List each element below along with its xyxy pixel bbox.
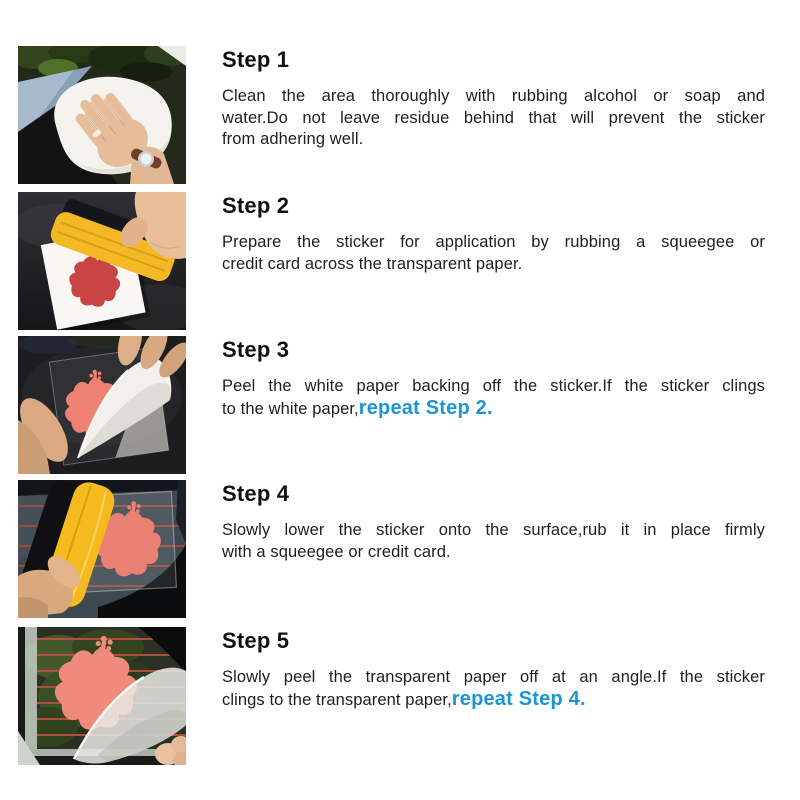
step-row-1 (0, 46, 800, 191)
step5-photo (18, 627, 186, 765)
body-line: Prepare the sticker for application by rubbing a squeegee or (222, 233, 765, 251)
step1-copy (222, 47, 765, 151)
step-row-5 (0, 627, 800, 772)
step-row-4 (0, 480, 800, 625)
step2-title: Step 2 (222, 193, 290, 218)
step3-photo (18, 336, 186, 474)
body-line: Clean the area thoroughly with rubbing alcohol or soap and (222, 87, 765, 105)
photo-peeling-backing (18, 336, 186, 474)
step3-title: Step 3 (222, 337, 290, 362)
step1-photo (18, 46, 186, 184)
photo-hand-wiping-window (18, 46, 186, 184)
photo-squeegee-on-backing (18, 192, 186, 330)
body-line: Peel the white paper backing off the sticker.If the sticker clings (222, 377, 765, 395)
step2-body (222, 232, 765, 275)
step1-title: Step 1 (222, 47, 290, 72)
step4-title: Step 4 (222, 481, 290, 506)
step5-copy (222, 628, 765, 711)
step-row-2 (0, 192, 800, 337)
step4-body (222, 520, 765, 563)
body-line: clings to the transparent paper,repeat Step 4. (222, 687, 586, 710)
step-row-3 (0, 336, 800, 481)
step3-copy (222, 337, 765, 420)
body-line: to the white paper,repeat Step 2. (222, 396, 493, 419)
photo-peeling-transparent-paper (18, 627, 186, 765)
photo-applying-sticker (18, 480, 186, 618)
body-line: water.Do not leave residue behind that will prevent the sticker (222, 108, 765, 127)
step5-body (222, 667, 765, 711)
highlight-text: repeat Step 2. (358, 396, 493, 419)
step2-photo (18, 192, 186, 330)
step5-title: Step 5 (222, 628, 290, 653)
step4-copy (222, 481, 765, 563)
step3-body (222, 376, 765, 420)
body-line: Slowly lower the sticker onto the surface,rub it in place firmly (222, 521, 765, 539)
body-line: with a squeegee or credit card. (222, 542, 451, 561)
body-line: credit card across the transparent paper. (222, 254, 523, 273)
step2-copy (222, 193, 765, 275)
body-line: Slowly peel the transparent paper off at an angle.If the sticker (222, 668, 765, 686)
body-line: from adhering well. (222, 130, 364, 149)
step4-photo (18, 480, 186, 618)
step1-body (222, 86, 765, 151)
highlight-text: repeat Step 4. (451, 687, 586, 710)
